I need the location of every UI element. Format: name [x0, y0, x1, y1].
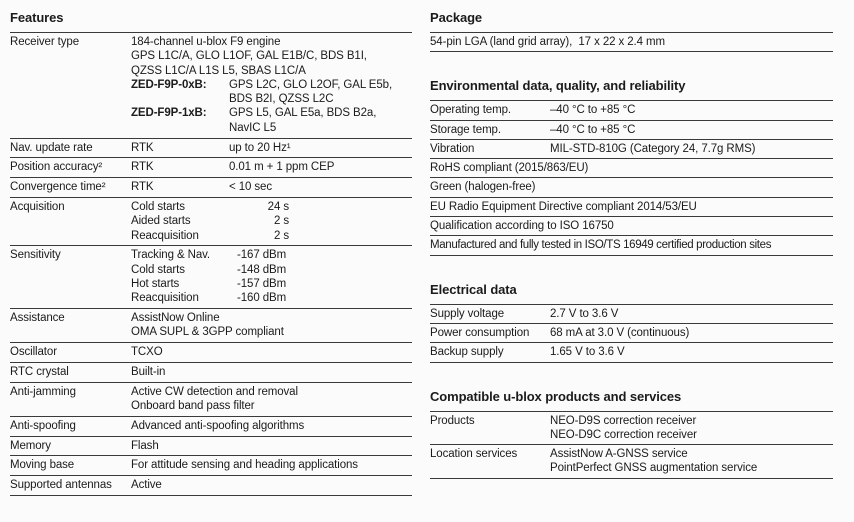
item-value: -148 dBm [237, 263, 287, 276]
receiver-line: 184-channel u-blox F9 engine [131, 36, 281, 48]
value-line: AssistNow A-GNSS service [550, 448, 688, 461]
spec-label: Moving base [10, 459, 75, 472]
spec-label: Supply voltage [430, 307, 505, 320]
spec-label: Anti-jamming [10, 385, 76, 398]
spec-value-block [131, 200, 412, 243]
spec-row-sensitivity [10, 246, 412, 309]
compat-row-location-services [430, 445, 833, 479]
spec-label: Backup supply [430, 346, 504, 359]
compat-row-products [430, 412, 833, 446]
spec-mode: RTK [131, 161, 154, 174]
elec-row-supply-voltage [430, 305, 833, 324]
sensitivity-item [131, 291, 412, 305]
spec-label: Vibration [430, 142, 475, 155]
spec-label: Memory [10, 439, 51, 452]
sensitivity-item [131, 277, 412, 291]
spec-value-block [131, 248, 412, 305]
sensitivity-item [131, 263, 412, 277]
spec-row-convergence-time [10, 178, 412, 198]
compatible-section [430, 389, 833, 479]
item-value: -157 dBm [237, 277, 287, 290]
item-name: Reacquisition [131, 229, 199, 242]
spec-value: 2.7 V to 3.6 V [550, 307, 619, 320]
variant-band-line: NavIC L5 [229, 121, 277, 134]
item-name: Cold starts [131, 200, 185, 213]
variant-name: ZED-F9P-0xB: [131, 78, 207, 91]
section-title-electrical: Electrical data [430, 282, 833, 305]
package-section [430, 10, 833, 52]
variant-band-line: GPS L5, GAL E5a, BDS B2a, [229, 107, 377, 120]
spec-value-block [131, 385, 412, 414]
env-row-vibration [430, 140, 833, 159]
environmental-section [430, 78, 833, 255]
receiver-variant [131, 78, 412, 107]
spec-label: Products [430, 414, 475, 427]
variant-bands [229, 106, 412, 135]
spec-row-assistance [10, 309, 412, 343]
value-line: Active CW detection and removal [131, 385, 298, 398]
env-row-green: Green (halogen-free) [430, 178, 833, 197]
spec-label: Nav. update rate [10, 141, 93, 154]
item-name: Tracking & Nav. [131, 249, 211, 262]
right-column [430, 10, 833, 505]
spec-label: Position accuracy² [10, 161, 103, 174]
spec-value-block [550, 414, 833, 443]
value-line: AssistNow Online [131, 312, 220, 325]
spec-value: Advanced anti-spoofing algorithms [131, 419, 305, 432]
spec-row-anti-jamming [10, 383, 412, 417]
features-section [10, 10, 412, 496]
env-row-qualification: Qualification according to ISO 16750 [430, 217, 833, 236]
spec-label: Sensitivity [10, 249, 61, 262]
item-name: Reacquisition [131, 292, 199, 305]
spec-label: Assistance [10, 312, 65, 325]
variant-name: ZED-F9P-1xB: [131, 107, 207, 120]
acquisition-item [131, 200, 412, 214]
spec-value: 68 mA at 3.0 V (continuous) [550, 326, 690, 339]
spec-label: Storage temp. [430, 123, 501, 136]
section-title-package: Package [430, 10, 833, 33]
env-row-operating-temp [430, 101, 833, 120]
receiver-variant [131, 106, 412, 135]
spec-label: Supported antennas [10, 479, 112, 492]
env-row-manufactured: Manufactured and fully tested in ISO/TS 16949 certified production sites [430, 236, 833, 255]
spec-label: Anti-spoofing [10, 419, 76, 432]
spec-row-memory [10, 437, 412, 457]
spec-label: Oscillator [10, 346, 57, 359]
spec-row-anti-spoofing [10, 417, 412, 437]
spec-label: Convergence time² [10, 181, 106, 194]
features-column [10, 10, 412, 522]
spec-value: 1.65 V to 3.6 V [550, 346, 625, 359]
spec-label: Power consumption [430, 326, 530, 339]
section-title-environmental: Environmental data, quality, and reliability [430, 78, 833, 101]
item-name: Hot starts [131, 277, 180, 290]
value-line: Onboard band pass filter [131, 400, 255, 413]
spec-label: Acquisition [10, 200, 65, 213]
spec-row-position-accuracy [10, 158, 412, 178]
spec-value: For attitude sensing and heading applications [131, 459, 358, 472]
spec-row-receiver-type [10, 33, 412, 139]
spec-mode: RTK [131, 181, 154, 194]
spec-label: Operating temp. [430, 104, 511, 117]
spec-value: up to 20 Hz¹ [229, 141, 291, 154]
env-row-eu-directive: EU Radio Equipment Directive compliant 2014/53/EU [430, 198, 833, 217]
spec-label: Location services [430, 448, 518, 461]
spec-row-oscillator [10, 343, 412, 363]
spec-value-block [550, 447, 833, 476]
elec-row-backup-supply [430, 343, 833, 362]
spec-mode: RTK [131, 141, 154, 154]
spec-value: MIL-STD-810G (Category 24, 7.7g RMS) [550, 142, 756, 155]
item-value: 2 s [273, 215, 289, 228]
elec-row-power-consumption [430, 324, 833, 343]
spec-row-nav-update-rate [10, 139, 412, 159]
spec-value-block [131, 35, 412, 135]
item-value: -167 dBm [237, 249, 287, 262]
spec-row-acquisition [10, 198, 412, 246]
variant-bands [229, 78, 412, 107]
electrical-section [430, 282, 833, 363]
spec-row-moving-base [10, 456, 412, 476]
spec-value: Built-in [131, 365, 166, 378]
spec-row-supported-antennas [10, 476, 412, 496]
item-value: -160 dBm [237, 292, 287, 305]
value-line: NEO-D9C correction receiver [550, 428, 697, 441]
section-title-features: Features [10, 10, 412, 33]
spec-row-rtc-crystal [10, 363, 412, 383]
spec-label: RTC crystal [10, 365, 69, 378]
env-row-rohs: RoHS compliant (2015/863/EU) [430, 159, 833, 178]
spec-value: < 10 sec [229, 181, 272, 194]
sensitivity-item [131, 248, 412, 262]
acquisition-item [131, 214, 412, 228]
item-value: 24 s [267, 200, 289, 213]
env-row-storage-temp [430, 121, 833, 140]
spec-value: 0.01 m + 1 ppm CEP [229, 161, 335, 174]
value-line: NEO-D9S correction receiver [550, 414, 697, 427]
spec-value: Active [131, 479, 162, 492]
receiver-line: QZSS L1C/A L1S L5, SBAS L1C/A [131, 64, 306, 77]
item-name: Aided starts [131, 215, 191, 228]
acquisition-item [131, 229, 412, 243]
spec-value-block [131, 311, 412, 340]
spec-value: –40 °C to +85 °C [550, 123, 636, 136]
variant-band-line: GPS L2C, GLO L2OF, GAL E5b, [229, 78, 393, 91]
variant-band-line: BDS B2I, QZSS L2C [229, 93, 334, 106]
value-line: OMA SUPL & 3GPP compliant [131, 326, 284, 339]
spec-value: –40 °C to +85 °C [550, 104, 636, 117]
receiver-line: GPS L1C/A, GLO L1OF, GAL E1B/C, BDS B1I, [131, 50, 367, 63]
item-name: Cold starts [131, 263, 185, 276]
item-value: 2 s [273, 229, 289, 242]
spec-label: Receiver type [10, 36, 80, 48]
spec-value: TCXO [131, 346, 163, 359]
section-title-compatible: Compatible u-blox products and services [430, 389, 833, 412]
spec-value: Flash [131, 439, 159, 452]
value-line: PointPerfect GNSS augmentation service [550, 462, 758, 475]
package-row: 54-pin LGA (land grid array), 17 x 22 x 2.4 mm [430, 33, 833, 52]
